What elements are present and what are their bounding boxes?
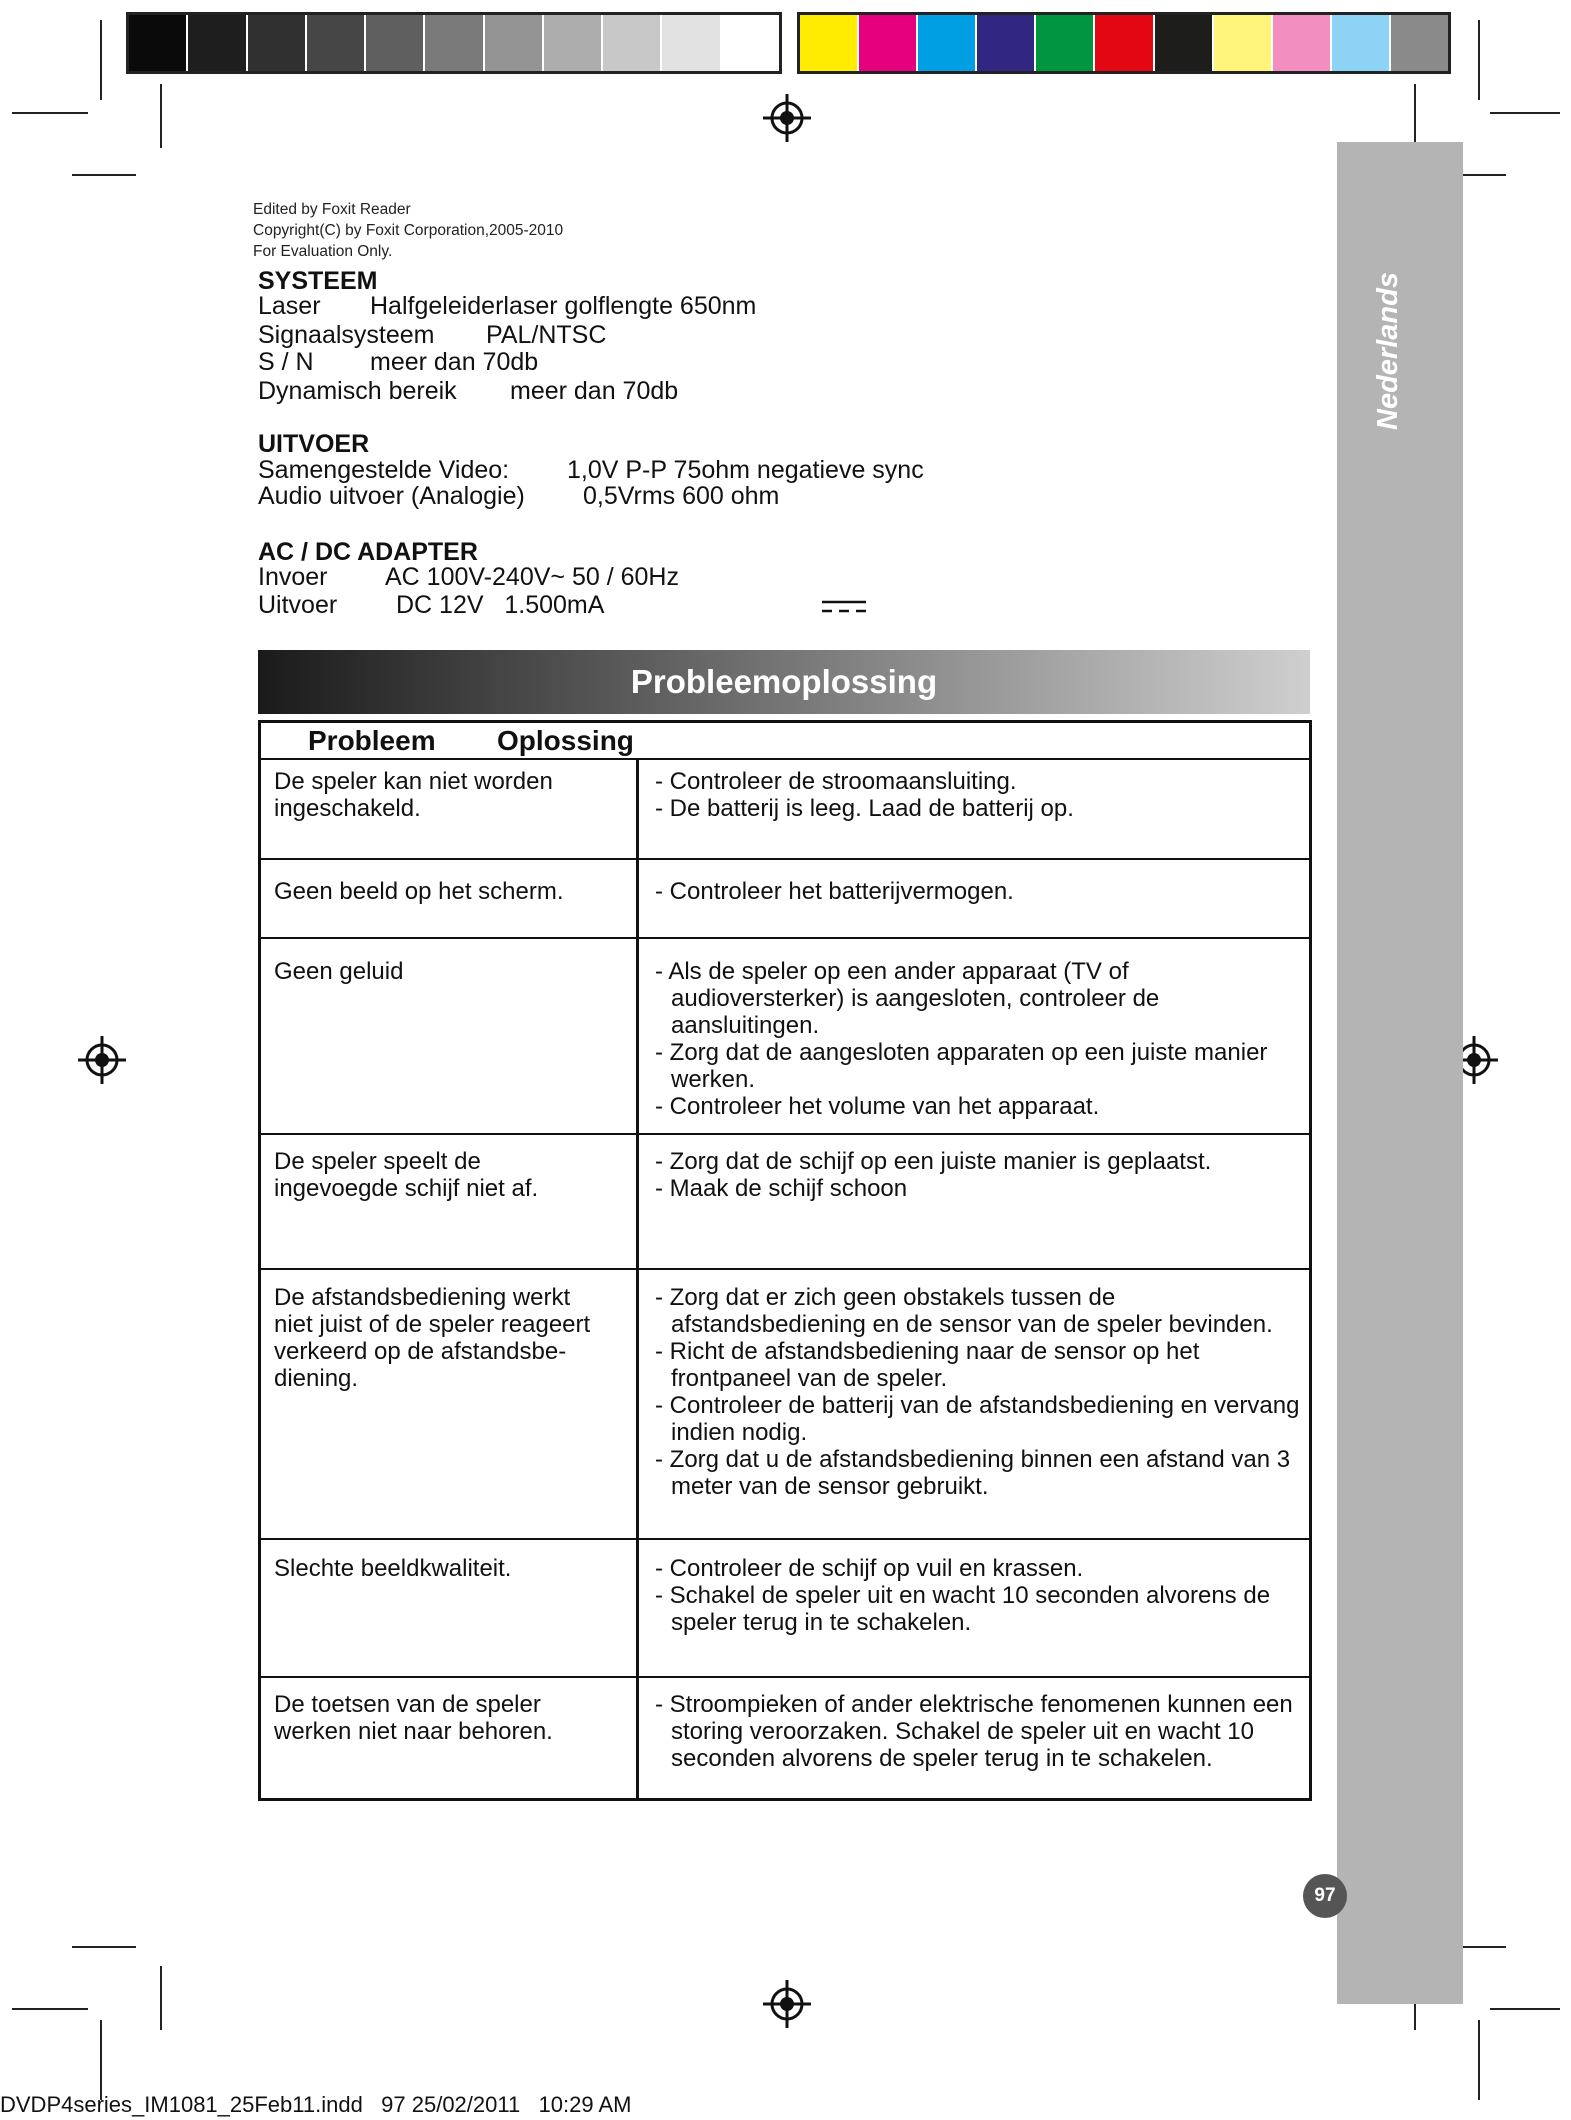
crop-mark bbox=[1478, 20, 1480, 100]
problem-line: Geen geluid bbox=[274, 958, 404, 985]
registration-mark-icon bbox=[76, 1034, 128, 1086]
crop-mark bbox=[12, 2008, 88, 2010]
solution-line: - Zorg dat u de afstandsbediening binnen een afstand van 3 meter van de sensor gebruikt. bbox=[655, 1446, 1291, 1500]
crop-mark bbox=[1478, 2020, 1480, 2100]
solution-line: - Controleer de batterij van de afstandsbediening en vervang indien nodig. bbox=[655, 1392, 1300, 1446]
calibration-swatch bbox=[544, 15, 603, 71]
registration-mark-icon bbox=[761, 1978, 813, 2030]
calibration-swatch bbox=[1273, 15, 1332, 71]
foxit-line: Edited by Foxit Reader bbox=[253, 201, 411, 218]
foxit-notice bbox=[253, 199, 563, 262]
adapter-heading: AC / DC ADAPTER bbox=[258, 538, 478, 566]
crop-mark bbox=[1414, 84, 1416, 148]
solution-cell bbox=[655, 1284, 1305, 1500]
problem-line: verkeerd op de afstandsbe- bbox=[274, 1338, 567, 1365]
foxit-line: For Evaluation Only. bbox=[253, 243, 393, 260]
crop-mark bbox=[160, 1966, 162, 2030]
problem-cell bbox=[274, 1284, 629, 1392]
grayscale-calibration-bar bbox=[126, 12, 782, 74]
crop-mark bbox=[12, 112, 88, 114]
table-row-divider bbox=[261, 1538, 1309, 1540]
calibration-swatch bbox=[859, 15, 918, 71]
calibration-swatch bbox=[129, 15, 188, 71]
table-row-divider bbox=[261, 937, 1309, 939]
calibration-swatch bbox=[366, 15, 425, 71]
page-number: 97 bbox=[1303, 1874, 1347, 1918]
crop-mark bbox=[1490, 2008, 1560, 2010]
calibration-swatch bbox=[722, 15, 779, 71]
troubleshooting-title: Probleemoplossing bbox=[630, 663, 938, 700]
problem-line: Geen beeld op het scherm. bbox=[274, 878, 564, 905]
crop-mark bbox=[100, 20, 102, 100]
language-label bbox=[1372, 370, 1392, 430]
calibration-swatch bbox=[188, 15, 247, 71]
problem-line: niet juist of de speler reageert bbox=[274, 1311, 591, 1338]
color-calibration-bar bbox=[797, 12, 1451, 74]
table-column-divider bbox=[636, 760, 639, 1800]
spec-value: Halfgeleiderlaser golflengte 650nm bbox=[370, 292, 757, 320]
solution-line: - Controleer het batterijvermogen. bbox=[655, 878, 1014, 905]
problem-cell bbox=[274, 1691, 629, 1745]
spec-label: Invoer bbox=[258, 563, 328, 591]
table-row-divider bbox=[261, 758, 1309, 760]
calibration-swatch bbox=[1036, 15, 1095, 71]
solution-line: - Controleer de stroomaansluiting. bbox=[655, 768, 1017, 795]
solution-line: - Controleer het volume van het apparaat. bbox=[655, 1093, 1100, 1120]
column-header-problem: Probleem bbox=[308, 725, 436, 756]
calibration-swatch bbox=[918, 15, 977, 71]
problem-line: ingeschakeld. bbox=[274, 795, 421, 822]
spec-label: Samengestelde Video: bbox=[258, 456, 510, 484]
spec-value: 0,5Vrms 600 ohm bbox=[583, 482, 780, 510]
solution-line: - Zorg dat er zich geen obstakels tussen de afstandsbediening en de sensor van de speler bevinden. bbox=[655, 1284, 1273, 1338]
table-row-divider bbox=[261, 1676, 1309, 1678]
calibration-swatch bbox=[1155, 15, 1214, 71]
calibration-swatch bbox=[1214, 15, 1273, 71]
spec-value: PAL/NTSC bbox=[486, 321, 607, 349]
problem-cell bbox=[274, 1148, 629, 1202]
column-header-solution: Oplossing bbox=[497, 725, 634, 756]
spec-value: meer dan 70db bbox=[510, 377, 679, 405]
problem-cell bbox=[274, 768, 629, 822]
problem-line: De toetsen van de speler bbox=[274, 1691, 541, 1718]
table-row-divider bbox=[261, 1133, 1309, 1135]
solution-line: - Als de speler op een ander apparaat (TV of audioversterker) is aangesloten, controleer de aansluitingen. bbox=[655, 958, 1160, 1039]
solution-cell bbox=[655, 768, 1305, 822]
solution-line: - De batterij is leeg. Laad de batterij op. bbox=[655, 795, 1074, 822]
problem-cell bbox=[274, 958, 629, 985]
spec-label: Signaalsysteem bbox=[258, 321, 435, 349]
spec-label: Audio uitvoer (Analogie) bbox=[258, 482, 525, 510]
dc-symbol-icon bbox=[820, 598, 868, 616]
print-slug: DVDP4series_IM1081_25Feb11.indd 97 25/02/2011 10:29 AM bbox=[0, 2092, 632, 2117]
spec-label: Dynamisch bereik bbox=[258, 377, 457, 405]
spec-label: Uitvoer bbox=[258, 591, 338, 619]
solution-line: - Controleer de schijf op vuil en krassen. bbox=[655, 1555, 1084, 1582]
problem-line: diening. bbox=[274, 1365, 359, 1392]
problem-line: Slechte beeldkwaliteit. bbox=[274, 1555, 512, 1582]
calibration-swatch bbox=[425, 15, 484, 71]
registration-mark-icon bbox=[761, 92, 813, 144]
problem-cell bbox=[274, 1555, 629, 1582]
crop-mark bbox=[1490, 112, 1560, 114]
uitvoer-heading: UITVOER bbox=[258, 430, 370, 458]
spec-value: 1,0V P-P 75ohm negatieve sync bbox=[567, 456, 924, 484]
solution-line: - Richt de afstandsbediening naar de sensor op het frontpaneel van de speler. bbox=[655, 1338, 1200, 1392]
spec-value: meer dan 70db bbox=[370, 348, 539, 376]
solution-line: - Maak de schijf schoon bbox=[655, 1175, 908, 1202]
solution-cell bbox=[655, 1691, 1305, 1772]
spec-value: DC 12V 1.500mA bbox=[396, 591, 605, 619]
crop-mark bbox=[72, 174, 136, 176]
problem-line: werken niet naar behoren. bbox=[274, 1718, 553, 1745]
calibration-swatch bbox=[603, 15, 662, 71]
problem-line: De speler speelt de bbox=[274, 1148, 481, 1175]
calibration-swatch bbox=[1095, 15, 1154, 71]
spec-value: AC 100V-240V~ 50 / 60Hz bbox=[385, 563, 679, 591]
solution-cell bbox=[655, 1148, 1305, 1202]
calibration-swatch bbox=[307, 15, 366, 71]
crop-mark bbox=[100, 2020, 102, 2100]
problem-line: De afstandsbediening werkt bbox=[274, 1284, 571, 1311]
problem-cell bbox=[274, 878, 629, 905]
calibration-swatch bbox=[248, 15, 307, 71]
problem-line: De speler kan niet worden bbox=[274, 768, 553, 795]
spec-label: S / N bbox=[258, 348, 314, 376]
table-row-divider bbox=[261, 1268, 1309, 1270]
solution-line: - Zorg dat de aangesloten apparaten op een juiste manier werken. bbox=[655, 1039, 1268, 1093]
calibration-swatch bbox=[977, 15, 1036, 71]
problem-line: ingevoegde schijf niet af. bbox=[274, 1175, 539, 1202]
troubleshooting-banner bbox=[258, 650, 1310, 714]
solution-line: - Stroompieken of ander elektrische fenomenen kunnen een storing veroorzaken. Schakel de speler uit en wacht 10 seconden alvorens de speler terug in te schakelen. bbox=[655, 1691, 1293, 1772]
solution-cell bbox=[655, 1555, 1305, 1636]
spec-label: Laser bbox=[258, 292, 321, 320]
solution-cell bbox=[655, 878, 1305, 905]
calibration-swatch bbox=[1391, 15, 1448, 71]
solution-line: - Zorg dat de schijf op een juiste manier is geplaatst. bbox=[655, 1148, 1212, 1175]
foxit-line: Copyright(C) by Foxit Corporation,2005-2010 bbox=[253, 222, 564, 239]
solution-line: - Schakel de speler uit en wacht 10 seconden alvorens de speler terug in te schakelen. bbox=[655, 1582, 1271, 1636]
calibration-swatch bbox=[800, 15, 859, 71]
calibration-swatch bbox=[485, 15, 544, 71]
systeem-heading: SYSTEEM bbox=[258, 267, 378, 295]
calibration-swatch bbox=[662, 15, 721, 71]
table-row-divider bbox=[261, 858, 1309, 860]
crop-mark bbox=[72, 1946, 136, 1948]
solution-cell bbox=[655, 958, 1305, 1120]
crop-mark bbox=[160, 84, 162, 148]
calibration-swatch bbox=[1332, 15, 1391, 71]
